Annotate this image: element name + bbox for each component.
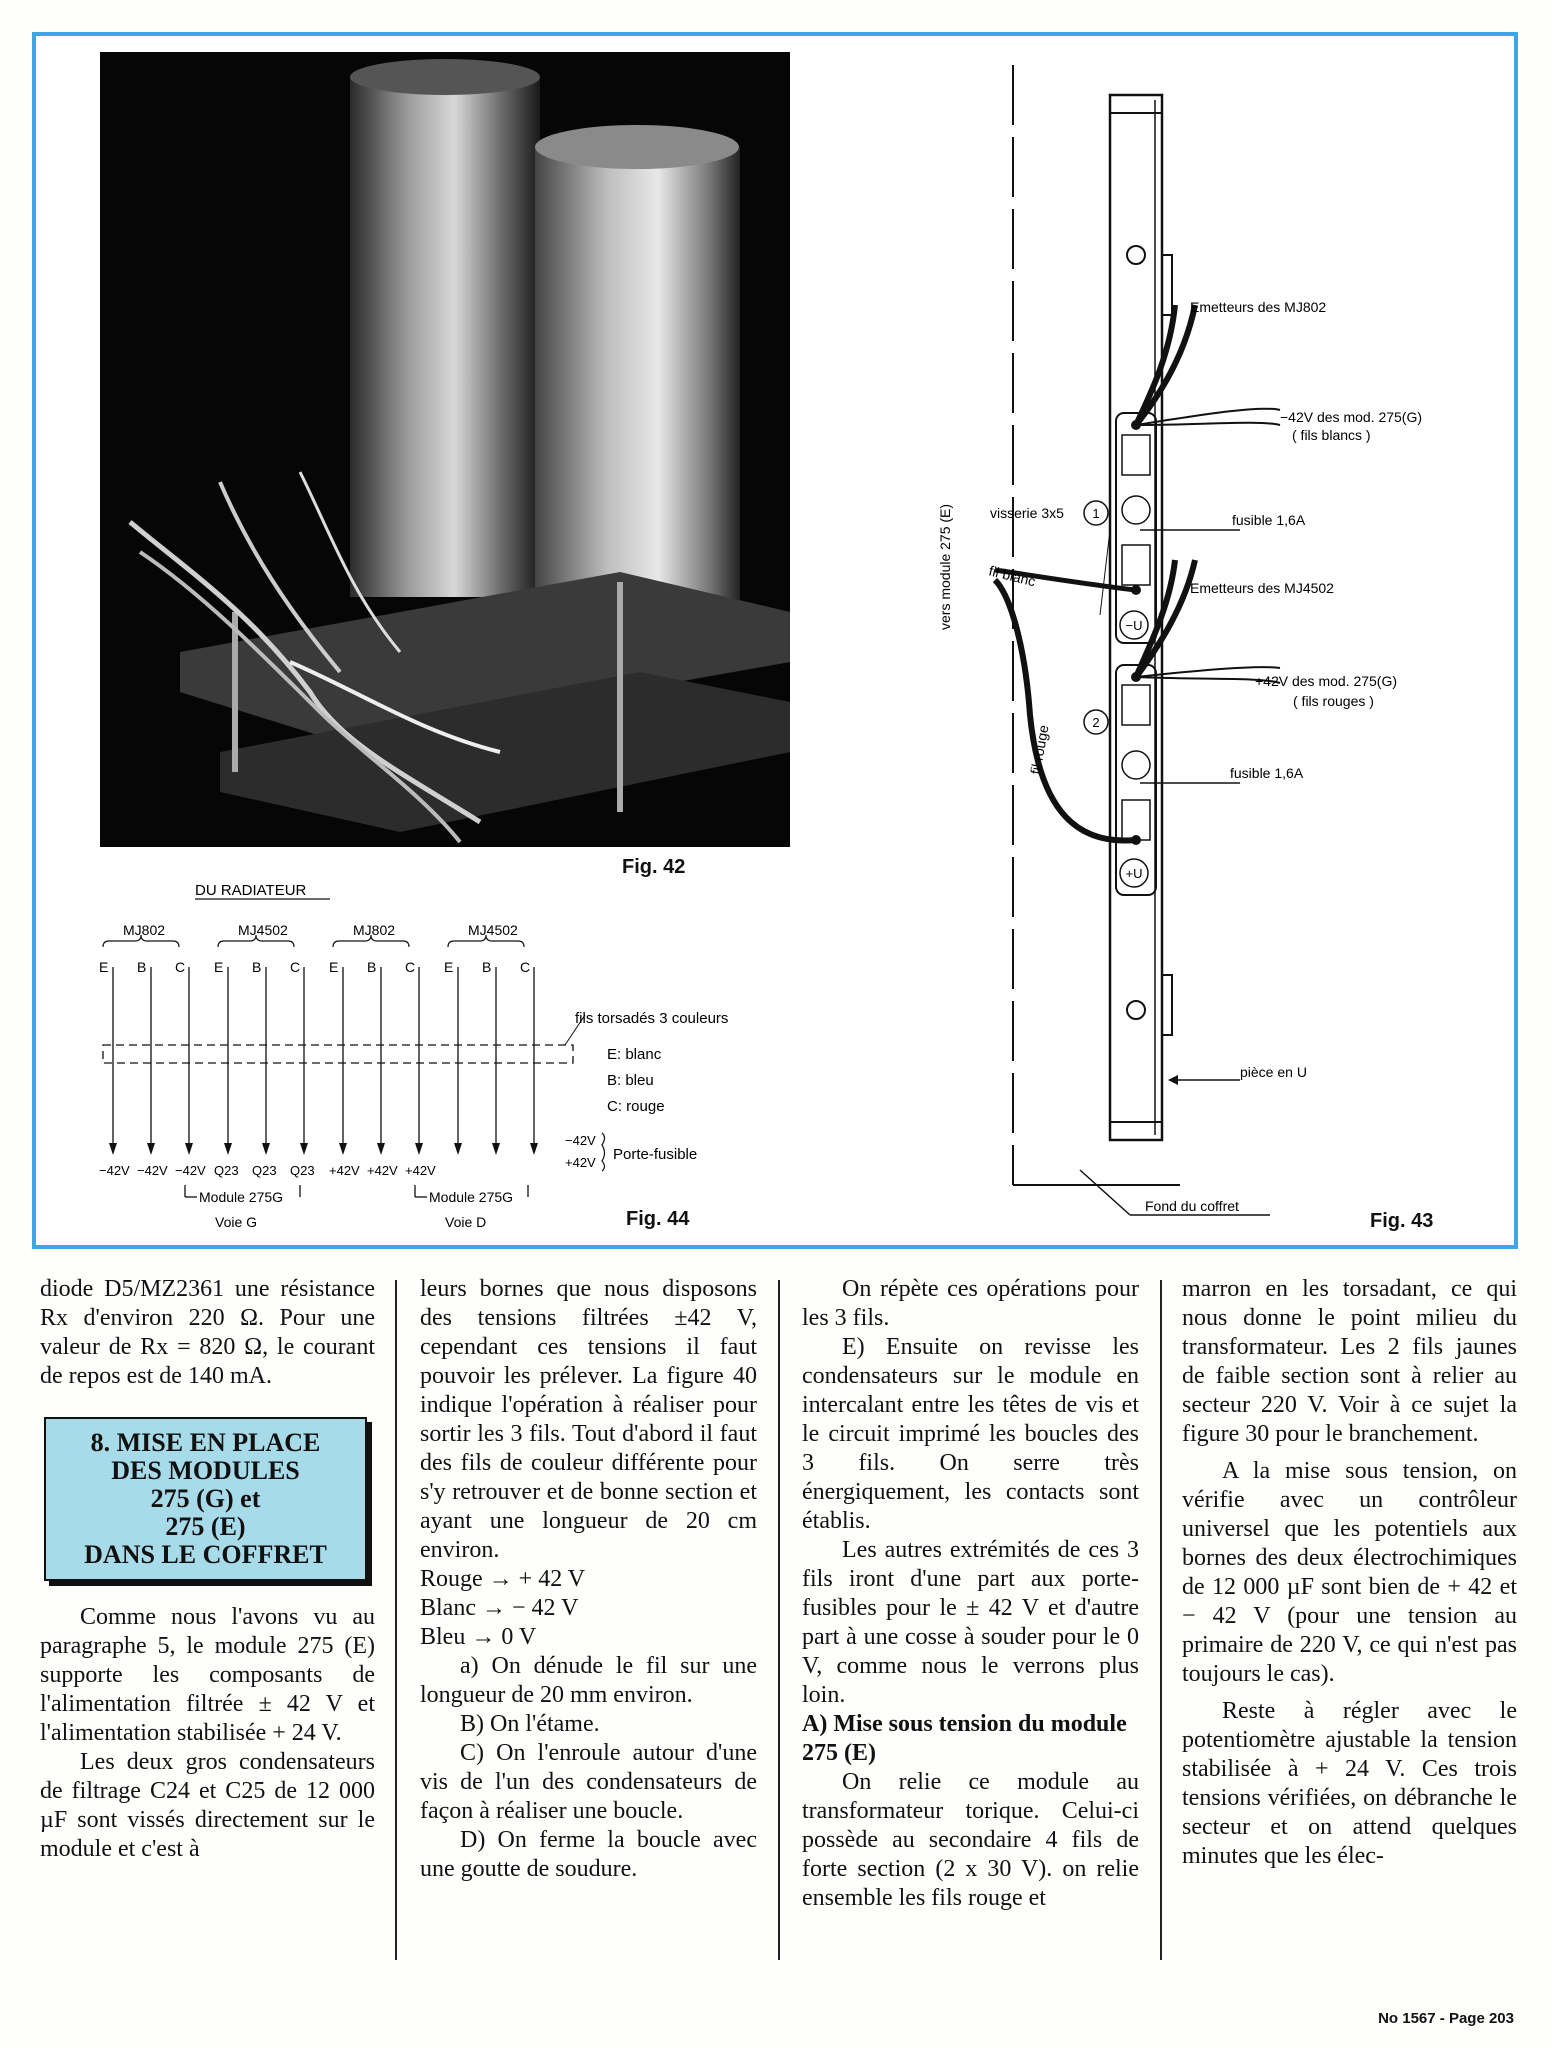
- fig43-fil-rouge: fil rouge: [1027, 723, 1052, 776]
- fig43-visserie: visserie 3x5: [990, 505, 1064, 521]
- pin-label: E: [99, 959, 109, 975]
- fig43-emit-mj802: Emetteurs des MJ802: [1190, 299, 1327, 315]
- fig43-vers-module: vers module 275 (E): [937, 503, 953, 630]
- fig43-minus-u: −U: [1125, 618, 1143, 633]
- col1-p2: Comme nous l'avons vu au paragraphe 5, le module 275 (E) supporte les composants de l'alimentation filtrée ± 42 V et l'alimentation stabilisée + 24 V.: [40, 1604, 375, 1746]
- col2-rouge: Rouge → + 42 V: [420, 1566, 586, 1592]
- page-footer: No 1567 - Page 203: [1378, 2010, 1514, 2027]
- fig43-caption: Fig. 43: [1370, 1210, 1434, 1232]
- fig44-module-d: Module 275G: [429, 1189, 514, 1205]
- fig43-diagram: [900, 55, 1460, 1225]
- pin-label: C: [520, 959, 531, 975]
- section-8-box: [44, 1417, 367, 1581]
- fig43-plus-u: +U: [1125, 866, 1143, 881]
- fig43-fusible1: fusible 1,6A: [1232, 512, 1306, 528]
- column-rule: [395, 1280, 397, 1960]
- col2-b: B) On l'étame.: [460, 1711, 600, 1737]
- col3-p1: On répète ces opérations pour les 3 fils.: [802, 1276, 1139, 1331]
- fig44-caption: Fig. 44: [626, 1208, 690, 1230]
- fig44-voie-d: Voie D: [445, 1214, 487, 1230]
- fig43-n1: 1: [1092, 506, 1100, 521]
- col3-heading: A) Mise sous tension du module 275 (E): [802, 1711, 1127, 1766]
- pin-arrow: [492, 1143, 500, 1155]
- col1-p3: Les deux gros condensateurs de filtrage C24 et C25 de 12 000 µF sont vissés directement sur le module et c'est à: [40, 1749, 375, 1862]
- fig44-pf-plus: +42V: [565, 1155, 596, 1170]
- fig43-minus42-sub: ( fils blancs ): [1292, 427, 1371, 443]
- col4-p2: A la mise sous tension, on vérifie avec un contrôleur universel que les potentiels aux bornes des deux électrochimiques de 12 000 µF sont bien de + 42 et − 42 V (pour une tension au primaire de 220 V, ce qui n'est pas toujours le cas).: [1182, 1458, 1517, 1687]
- column-2: [420, 1275, 757, 1884]
- pin-destination: +42V: [329, 1163, 360, 1178]
- pin-arrow: [109, 1143, 117, 1155]
- box-line-4: 275 (E): [165, 1512, 246, 1541]
- column-rule: [1160, 1280, 1162, 1960]
- fig43-n2: 2: [1092, 715, 1100, 730]
- pin-arrow: [377, 1143, 385, 1155]
- transistor-label: MJ802: [353, 922, 396, 938]
- pin-label: B: [482, 959, 492, 975]
- column-rule: [778, 1280, 780, 1960]
- fig44-voie-g: Voie G: [215, 1214, 258, 1230]
- transistor-brace: [103, 935, 179, 947]
- box-line-2: DES MODULES: [111, 1456, 300, 1485]
- col3-p2: Les autres extrémités de ces 3 fils iront d'une part aux porte-fusibles pour le ± 42 V et d'autre part à une cosse à souder pour le 0 V, comme nous le verrons plus loin.: [802, 1537, 1139, 1708]
- pin-label: B: [252, 959, 262, 975]
- pin-arrow: [262, 1143, 270, 1155]
- pin-destination: −42V: [137, 1163, 168, 1178]
- col2-bleu: Bleu → 0 V: [420, 1624, 537, 1650]
- pin-arrow: [530, 1143, 538, 1155]
- fig43-plus42: +42V des mod. 275(G): [1255, 673, 1398, 689]
- fig44-fils: fils torsadés 3 couleurs: [575, 1010, 729, 1027]
- fig44-title: DU RADIATEUR: [195, 882, 307, 899]
- col2-p1: leurs bornes que nous disposons des tensions filtrées ±42 V, cependant ces tensions il faut pouvoir les prélever. La figure 40 indique l'opération à réaliser pour sortir les 3 fils. Tout d'abord il faut des fils de couleur différente pour s'y retrouver et de bonne section et ayant une longueur de 20 cm environ.: [420, 1276, 757, 1563]
- column-1: [40, 1275, 375, 1864]
- fig44-legend-e: E: blanc: [607, 1046, 662, 1063]
- pin-destination: +42V: [405, 1163, 436, 1178]
- col2-a: a) On dénude le fil sur une longueur de 20 mm environ.: [420, 1653, 757, 1708]
- pin-label: B: [367, 959, 377, 975]
- col1-p1: diode D5/MZ2361 une résistance Rx d'environ 220 Ω. Pour une valeur de Rx = 820 Ω, le courant de repos est de 140 mA.: [40, 1276, 375, 1389]
- fig42-caption: Fig. 42: [622, 856, 686, 878]
- fig43-emit-mj4502: Emetteurs des MJ4502: [1190, 580, 1334, 596]
- fig44-legend-c: C: rouge: [607, 1098, 665, 1115]
- pin-label: B: [137, 959, 147, 975]
- pin-label: C: [405, 959, 416, 975]
- fig44-pf-minus: −42V: [565, 1133, 596, 1148]
- col3-e: E) Ensuite on revisse les condensateurs sur le module en intercalant entre les têtes de vis et le circuit imprimé les boucles des 3 fils. On serre très énergiquement, les contacts sont établis.: [802, 1334, 1139, 1534]
- pin-arrow: [185, 1143, 193, 1155]
- fig43-plus42-sub: ( fils rouges ): [1293, 693, 1374, 709]
- col2-blanc: Blanc → − 42 V: [420, 1595, 579, 1621]
- fig43-fusible2: fusible 1,6A: [1230, 765, 1304, 781]
- pin-arrow: [147, 1143, 155, 1155]
- pin-destination: Q23: [252, 1163, 277, 1178]
- box-line-5: DANS LE COFFRET: [84, 1540, 327, 1569]
- pin-arrow: [415, 1143, 423, 1155]
- col2-c: C) On l'enroule autour d'une vis de l'un des condensateurs de façon à réaliser une boucle.: [420, 1740, 757, 1824]
- pin-destination: −42V: [175, 1163, 206, 1178]
- pin-destination: +42V: [367, 1163, 398, 1178]
- fig43-piece-u: pièce en U: [1240, 1064, 1307, 1080]
- transistor-label: MJ802: [123, 922, 166, 938]
- transistor-label: MJ4502: [468, 922, 518, 938]
- col4-p3: Reste à régler avec le potentiomètre ajustable la tension stabilisée à + 24 V. Ces trois tensions vérifiées, on débranche le secteur et on attend quelques minutes que les élec-: [1182, 1698, 1517, 1869]
- pin-arrow: [454, 1143, 462, 1155]
- fig43-fond: Fond du coffret: [1145, 1198, 1239, 1214]
- box-line-1: 8. MISE EN PLACE: [90, 1428, 321, 1457]
- col3-p3: On relie ce module au transformateur torique. Celui-ci possède au secondaire 4 fils de forte section (2 x 30 V). on relie ensemble les fils rouge et: [802, 1769, 1139, 1911]
- box-line-3: 275 (G) et: [150, 1484, 261, 1513]
- pin-arrow: [224, 1143, 232, 1155]
- col4-p1: marron en les torsadant, ce qui nous donne le point milieu du transformateur. Les 2 fils jaunes de faible section sont à relier au secteur 220 V. Voir à ce sujet la figure 30 pour le branchement.: [1182, 1276, 1517, 1447]
- pin-destination: Q23: [290, 1163, 315, 1178]
- pin-label: E: [214, 959, 224, 975]
- col2-d: D) On ferme la boucle avec une goutte de soudure.: [420, 1827, 757, 1882]
- fig44-module-g: Module 275G: [199, 1189, 284, 1205]
- fig43-minus42: −42V des mod. 275(G): [1280, 409, 1423, 425]
- pin-label: C: [290, 959, 301, 975]
- fig42-photo: [100, 52, 790, 847]
- fig44-legend-b: B: bleu: [607, 1072, 654, 1089]
- fig44-diagram: [85, 875, 805, 1235]
- pin-destination: Q23: [214, 1163, 239, 1178]
- pin-arrow: [300, 1143, 308, 1155]
- pin-arrow: [339, 1143, 347, 1155]
- pin-label: E: [444, 959, 454, 975]
- column-3: [802, 1275, 1139, 1913]
- column-4: [1182, 1275, 1517, 1871]
- fig43-fil-blanc: fil blanc: [987, 562, 1038, 590]
- transistor-brace: [333, 935, 409, 947]
- pin-destination: −42V: [99, 1163, 130, 1178]
- transistor-label: MJ4502: [238, 922, 288, 938]
- pin-label: E: [329, 959, 339, 975]
- fig44-porte: Porte-fusible: [613, 1146, 698, 1163]
- pin-label: C: [175, 959, 186, 975]
